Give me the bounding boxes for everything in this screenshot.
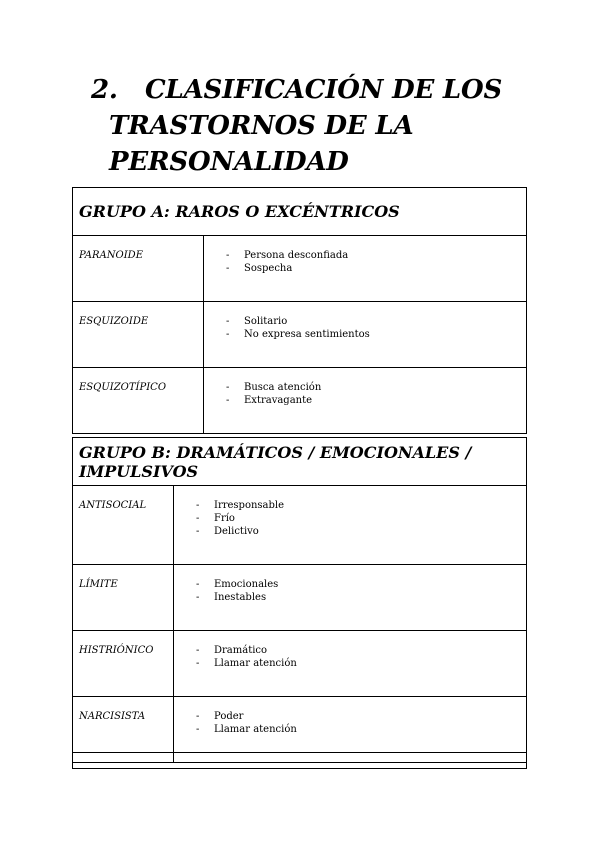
disorder-traits	[204, 368, 527, 434]
disorder-name: HISTRIÓNICO	[73, 631, 174, 697]
disorder-name: LÍMITE	[73, 565, 174, 631]
disorder-traits	[204, 236, 527, 302]
table-row	[73, 631, 527, 697]
disorder-traits	[174, 631, 527, 697]
trait-item: - Delictivo	[196, 525, 526, 538]
section-number: 2.	[91, 75, 118, 105]
table-row	[73, 302, 527, 368]
trait-item: - Persona desconfiada	[226, 249, 526, 262]
grupo-b-title: GRUPO B: DRAMÁTICOS / EMOCIONALES / IMPULSIVOS	[73, 438, 527, 486]
disorder-traits	[174, 486, 527, 565]
grupo-a-title: GRUPO A: RAROS O EXCÉNTRICOS	[73, 188, 527, 236]
disorder-name: ESQUIZOTÍPICO	[73, 368, 204, 434]
trait-item: - Inestables	[196, 591, 526, 604]
empty-table-top-edge	[72, 752, 527, 769]
disorder-name: ANTISOCIAL	[73, 486, 174, 565]
table-row	[73, 486, 527, 565]
heading-line-1	[91, 72, 502, 108]
grupo-a-table	[72, 187, 527, 434]
trait-item: - Solitario	[226, 315, 526, 328]
trait-item: - Sospecha	[226, 262, 526, 275]
trait-item: - Llamar atención	[196, 657, 526, 670]
grupo-b-table	[72, 437, 527, 763]
trait-item: - Dramático	[196, 644, 526, 657]
trait-item: - Emocionales	[196, 578, 526, 591]
trait-item: - No expresa sentimientos	[226, 328, 526, 341]
trait-item: - Irresponsable	[196, 499, 526, 512]
disorder-name: NARCISISTA	[73, 697, 174, 763]
disorder-name: PARANOIDE	[73, 236, 204, 302]
table-row	[73, 236, 527, 302]
disorder-traits	[174, 565, 527, 631]
disorder-name: ESQUIZOIDE	[73, 302, 204, 368]
table-row	[73, 565, 527, 631]
trait-item: - Frío	[196, 512, 526, 525]
table-row	[73, 368, 527, 434]
disorder-traits	[204, 302, 527, 368]
trait-item: - Busca atención	[226, 381, 526, 394]
heading-line-2: TRASTORNOS DE LA	[109, 111, 414, 141]
heading-text-1: CLASIFICACIÓN DE LOS	[145, 75, 503, 105]
section-heading	[91, 72, 502, 180]
trait-item: - Extravagante	[226, 394, 526, 407]
trait-item: - Poder	[196, 710, 526, 723]
trait-item: - Llamar atención	[196, 723, 526, 736]
heading-line-3: PERSONALIDAD	[109, 147, 349, 177]
